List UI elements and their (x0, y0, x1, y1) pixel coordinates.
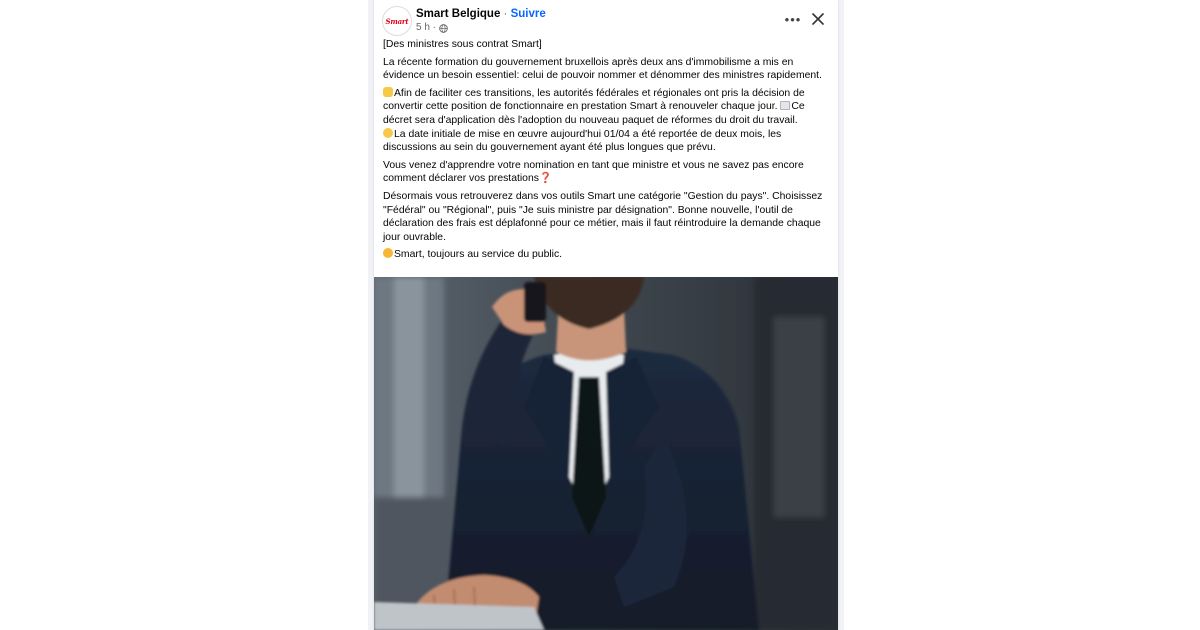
question-text: Vous venez d'apprendre votre nomination en tant que ministre et vous ne savez pas encore comment déclarer vos prestations (383, 159, 804, 185)
businessman-phone-photo (374, 277, 838, 630)
wink-face-icon (383, 128, 393, 138)
paragraph-intro: La récente formation du gouvernement bruxellois après deux ans d'immobilisme a mis en évidence un besoin essentiel: celui de pouvoir nommer et dénommer des ministres rapidement. (383, 56, 822, 82)
post-meta (416, 22, 448, 34)
facebook-post (374, 0, 838, 630)
follow-button[interactable]: Suivre (510, 8, 546, 20)
decision-text-a: Afin de faciliter ces transitions, les autorités fédérales et régionales ont pris la décision de convertir cette position de fonctionnaire en prestation Smart à renouveler chaque jour. (383, 87, 805, 113)
question-mark-icon: ❓ (538, 173, 552, 185)
close-icon (812, 13, 824, 25)
newspaper-icon (780, 101, 790, 110)
globe-icon (439, 24, 448, 33)
paragraph-decision (383, 87, 831, 155)
signoff-text: Smart, toujours au service du public. (394, 249, 563, 261)
post-author-line (416, 7, 546, 21)
decision-text-c: La date initiale de mise en œuvre aujourd'hui 01/04 a été reportée de deux mois, les discussions au sein du gouvernement ayant été plus longues que prévu. (383, 128, 782, 154)
paragraph-question (383, 159, 831, 186)
paragraph-signoff (383, 248, 831, 262)
more-options-button[interactable] (782, 10, 804, 28)
avatar[interactable] (382, 6, 412, 36)
raised-hands-icon (383, 87, 393, 97)
post-photo[interactable] (374, 277, 838, 630)
close-button[interactable] (808, 9, 828, 29)
post-text (383, 38, 831, 266)
smiling-face-icon (383, 248, 393, 258)
paragraph-instructions: Désormais vous retrouverez dans vos outils Smart une catégorie "Gestion du pays". Choisissez "Fédéral" ou "Régional", puis "Je suis ministre par désignation". Bonne nouvelle, l'outil de déclaration des frais est déplafonné pour ce métier, mais il faut réintroduire la demande chaque jour ouvrable. (383, 190, 823, 243)
separator: · (500, 8, 511, 20)
paragraph-title: [Des ministres sous contrat Smart] (383, 39, 542, 50)
page-name-link[interactable]: Smart Belgique (416, 8, 501, 20)
post-header (374, 4, 838, 40)
decision-text-b: Ce décret sera d'application dès l'adoption du nouveau paquet de réformes du droit du travail. (383, 101, 805, 126)
smart-logo: Smart (385, 16, 409, 26)
post-time[interactable]: 5 h · (416, 22, 437, 33)
more-horizontal-icon: ••• (784, 11, 802, 27)
